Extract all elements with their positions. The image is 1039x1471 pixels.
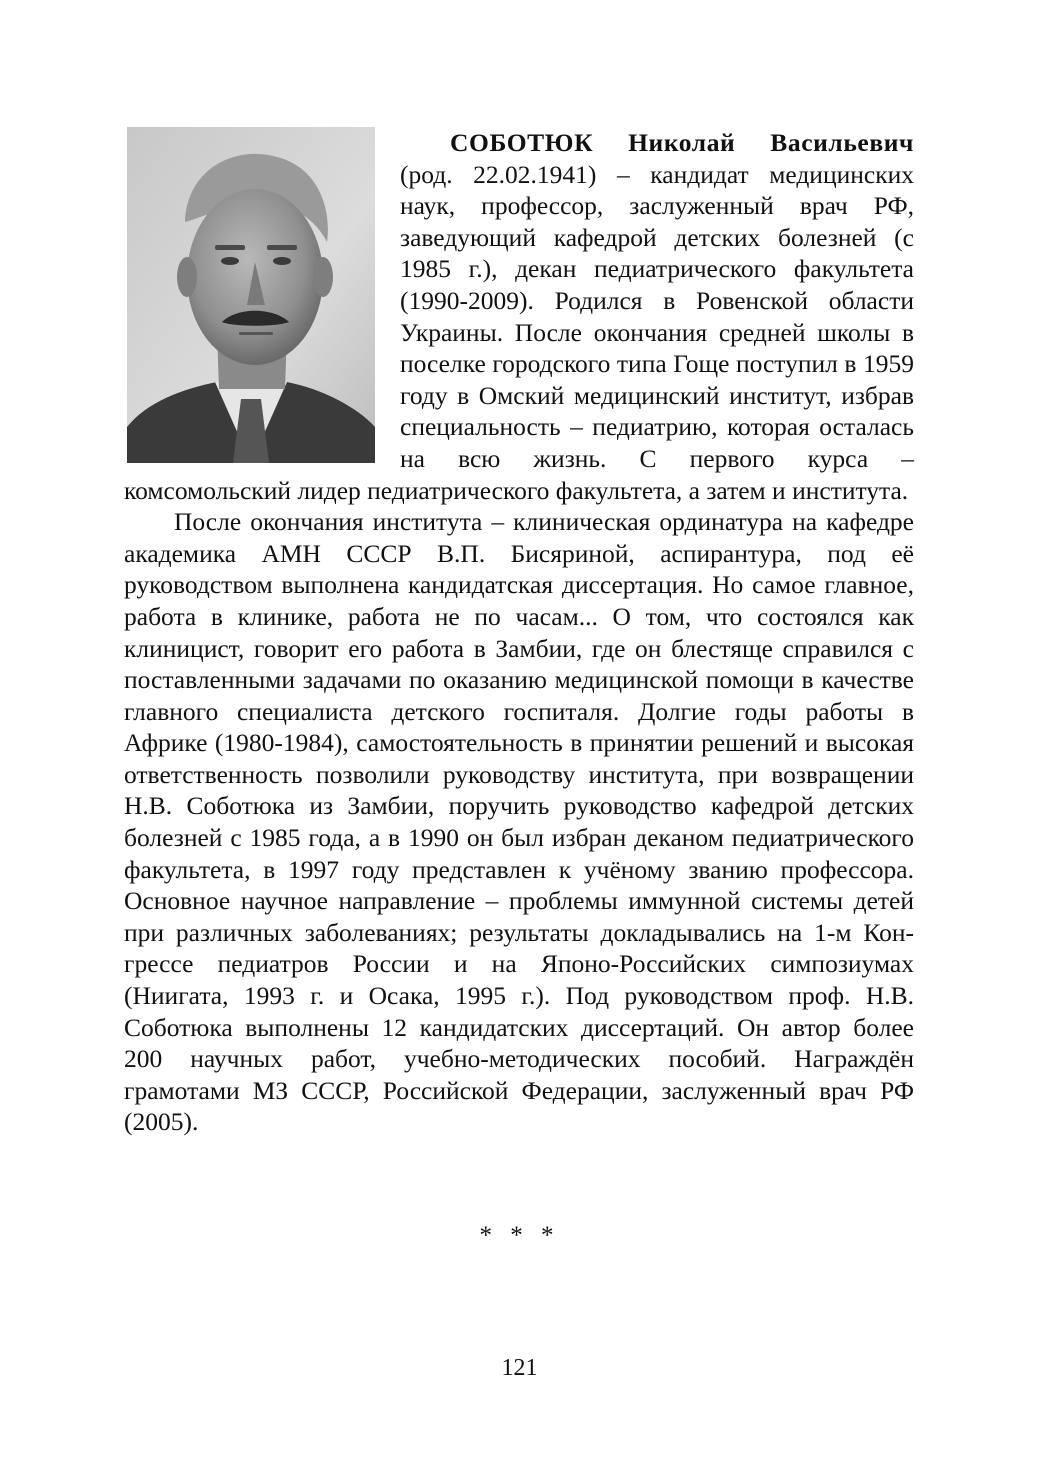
intro-text: (род. 22.02.1941) – кандидат медицинских наук, профессор, заслуженный врач РФ, заведующий кафедрой детских болезней (с 1985 г.), декан педиатрического факультета (1990-2009). Родился в Ровенской области Украины. После окончания средней школы в поселке городского типа Гоще поступил в 1959 году в Омский медицинский институт, избрав специальность – педиатрию, которая осталась на всю жизнь. С первого курса – комсомольский лидер педиатрического факультета, а затем и института. [124, 159, 914, 505]
article-body [124, 127, 914, 1138]
person-name: СОБОТЮК Николай Васильевич [450, 128, 914, 157]
portrait-photo [127, 127, 375, 463]
section-separator: * * * [479, 1222, 560, 1249]
page-number: 121 [501, 1355, 538, 1381]
biography-paragraph: После окончания института – клиническая ординатура на кафедре академика АМН СССР В.П. Бисяриной, аспирантура, под её руководством выполнена кандидатская диссертация. Но самое главное, работа в клинике, работа не по часам... О том, что состоялся как клиницист, говорит его работа в Замбии, где он блестяще справился с поставленными задачами по оказанию медицинской помощи в качестве главного специалиста детского госпиталя. Долгие годы работы в Африке (1980-1984), самостоятельность в принятии решений и высокая ответственность позволили руководству института, при возвращении Н.В. Соботюка из Замбии, поручить руководство кафедрой детских болезней с 1985 года, а в 1990 он был избран деканом педиатрического факультета, в 1997 году представлен к учёному званию профессора. Основное научное направление – проблемы иммунной системы детей при различных заболеваниях; результаты докладывались на 1-м Конгрессе педиатров России и на Японо-Российских симпозиумах (Ниигата, 1993 г. и Осака, 1995 г.). Под руководством проф. Н.В. Соботюка выполнены 12 кандидатских диссертаций. Он автор более 200 научных работ, учебно-методических пособий. Награждён грамотами МЗ СССР, Российской Федерации, заслуженный врач РФ (2005). [124, 507, 914, 1137]
portrait-photo-image [127, 127, 375, 463]
